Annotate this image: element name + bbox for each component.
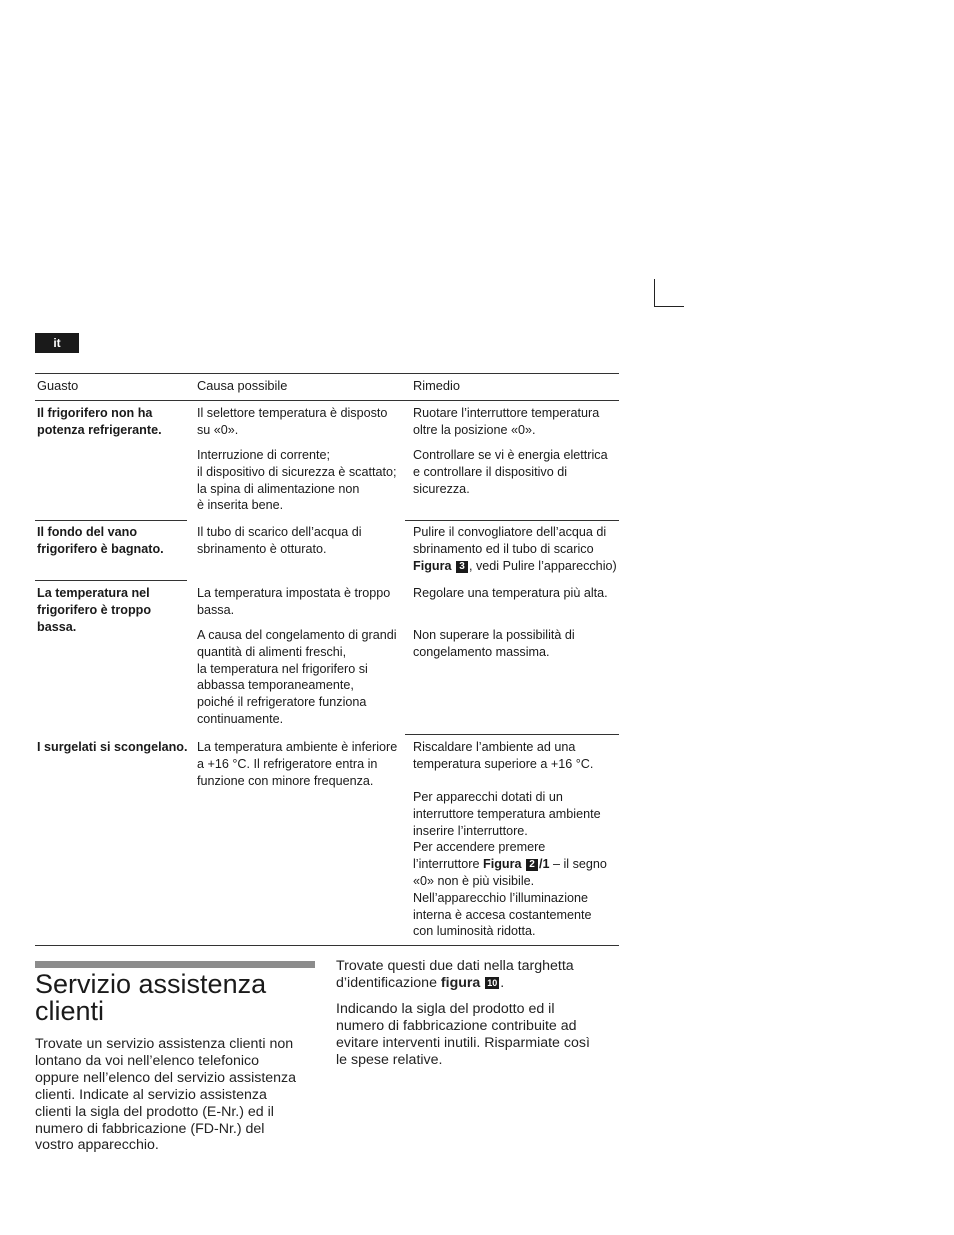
cause-cell: Il tubo di scarico dell’acqua di sbrinamento è otturato. <box>197 525 362 556</box>
remedy-cell: Regolare una temperatura più alta. <box>413 586 608 600</box>
service-paragraph-left: Trovate un servizio assistenza clienti non lontano da voi nell’elenco telefonico oppure nell’elenco del servizio assistenza clienti. Indicate al servizio assistenza clienti la sigla del prodotto (E-Nr.) ed il numero di fabbricazione (FD-Nr.) del vostro apparecchio. <box>35 1036 297 1154</box>
remedy-cell: Non superare la possibilità di congelamento massima. <box>413 628 575 659</box>
figure-number-badge: 3 <box>456 561 468 573</box>
table-top-rule <box>35 373 619 374</box>
row-rule <box>405 734 619 735</box>
fault-cell: Il fondo del vano frigorifero è bagnato. <box>37 525 164 556</box>
service-paragraph-right-2: Indicando la sigla del prodotto ed il numero di fabbricazione contribuite ad evitare interventi inutili. Risparmiate così le spese relative. <box>336 1001 590 1068</box>
remedy-cell: Controllare se vi è energia elettrica e controllare il dispositivo di sicurezza. <box>413 448 608 496</box>
figure-number-badge: 2 <box>526 859 538 871</box>
cause-cell: Il selettore temperatura è disposto su «0». <box>197 406 388 437</box>
remedy-cell: Pulire il convogliatore dell’acqua di sbrinamento ed il tubo di scarico Figura 3 , vedi Pulire l’apparecchio) <box>413 525 617 573</box>
table-bottom-rule <box>35 945 619 946</box>
row-rule <box>35 520 187 521</box>
figure-reference: Figura <box>413 558 452 573</box>
remedy-cell: Riscaldare l’ambiente ad una temperatura superiore a +16 °C. <box>413 740 594 771</box>
remedy-cell: Per apparecchi dotati di un interruttore temperatura ambiente inserire l’interruttore. Per accendere premere l’interruttore Figura 2 /1 – il segno «0» non è più visibile. Nell’apparecchio l’illuminazione interna è accesa costantemente con luminosità ridotta. <box>413 790 607 939</box>
section-divider-bar <box>35 961 315 968</box>
figure-reference: Figura <box>483 857 522 872</box>
fault-cell: I surgelati si scongelano. <box>37 740 188 754</box>
cause-cell: La temperatura ambiente è inferiore a +16 °C. Il refrigeratore entra in funzione con minore frequenza. <box>197 740 398 788</box>
fault-cell: Il frigorifero non ha potenza refrigerante. <box>37 406 162 437</box>
header-remedy: Rimedio <box>413 378 460 393</box>
crop-mark <box>654 279 684 307</box>
header-fault: Guasto <box>37 378 79 393</box>
fault-cell: La temperatura nel frigorifero è troppo bassa. <box>37 586 152 634</box>
cause-cell: La temperatura impostata è troppo bassa. <box>197 586 391 617</box>
figure-number-badge: 10 <box>487 977 498 988</box>
section-title: Servizio assistenza clienti <box>35 969 267 1026</box>
header-cause: Causa possibile <box>197 378 288 393</box>
row-rule <box>405 520 619 521</box>
remedy-cell: Ruotare l’interruttore temperatura oltre la posizione «0». <box>413 406 600 437</box>
figure-reference: figura <box>440 974 481 991</box>
header-rule <box>35 400 619 401</box>
language-badge: it <box>35 333 79 353</box>
row-rule <box>35 580 187 581</box>
cause-cell: A causa del congelamento di grandi quantità di alimenti freschi, la temperatura nel frigorifero si abbassa temporaneamente, poiché il refrigeratore funziona continuamente. <box>197 628 397 726</box>
service-paragraph-right-1: Trovate questi due dati nella targhetta d’identificazione figura 10 . <box>336 958 574 991</box>
cause-cell: Interruzione di corrente; il dispositivo di sicurezza è scattato; la spina di alimentazione non è inserita bene. <box>197 448 397 513</box>
